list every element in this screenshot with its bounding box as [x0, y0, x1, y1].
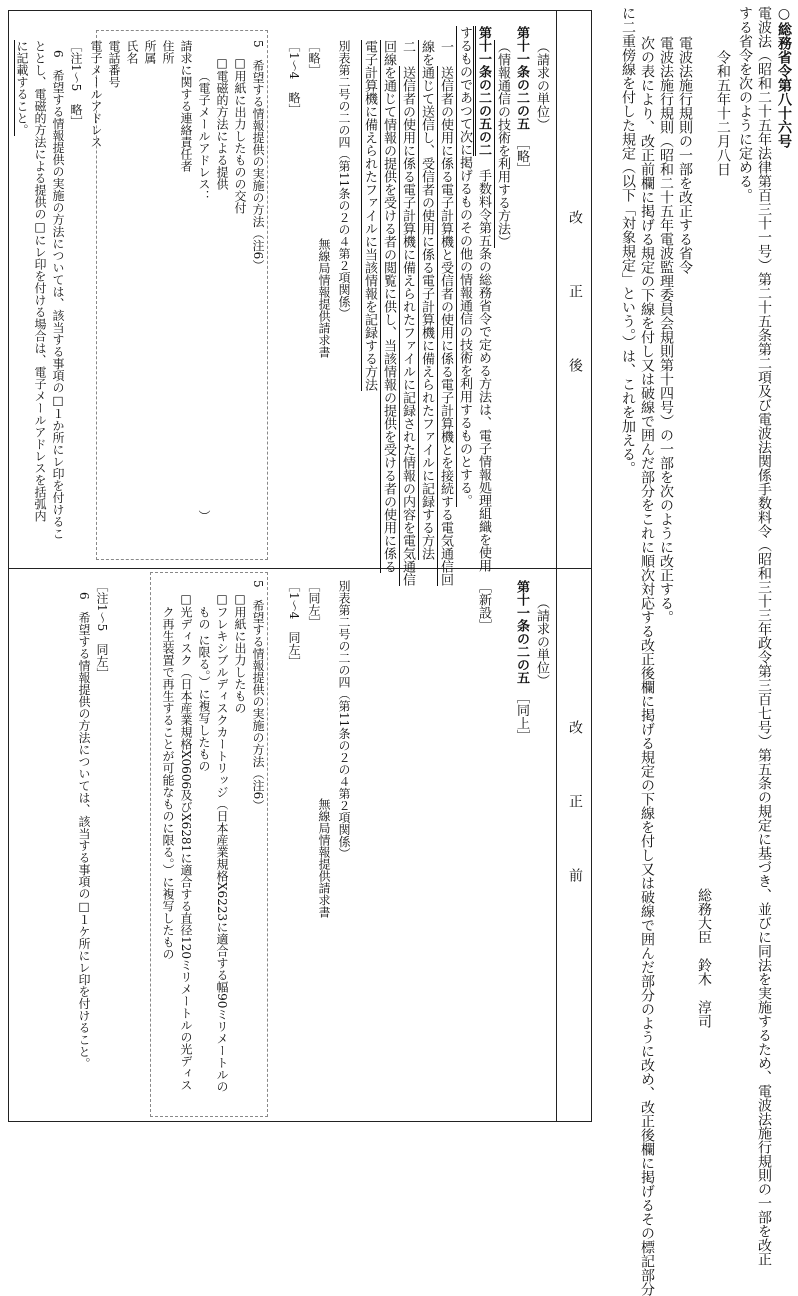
- date: 令和五年十二月八日: [715, 50, 731, 176]
- after-addr: 住所: [161, 40, 175, 64]
- after-item2-a: 送信者の使用に係る電子計算機に備えられたファイルに記録された情報の内容を電気通信: [400, 66, 415, 586]
- after-note6-c: に記載すること。: [15, 40, 29, 136]
- before-table-ref: 別表第二号の二の四（第11条の２の４第２項関係）: [337, 580, 351, 860]
- after-items-1-4: ［1～4 略］: [287, 40, 301, 116]
- after-article-num: 第十一条の二の五: [514, 26, 529, 130]
- preamble-line-1: 電波法（昭和二十五年法律第百三十一号）第二十五条第二項及び電波法関係手数料令（昭和三十三年政令第三百七号）第五条の規定に基づき、並びに同法を実施するため、電波法施行規則の一部を改正: [756, 6, 772, 1266]
- before-unit-caption: （請求の単位）: [534, 596, 549, 687]
- preamble-line-3: 電波法施行規則（昭和二十五年電波監理委員会規則第十四号）の一部を次のように改正する。: [658, 36, 674, 624]
- after-item1-cont: 線を通じて送信し、受信者の使用に係る電子計算機に備えられたファイルに記録する方法: [419, 40, 434, 560]
- before-article-num: 第十一条の二の五: [514, 580, 529, 684]
- after-note6-a: 6 希望する情報提供の実施の方法については、該当する事項の□１か所にレ印を付けるこ: [51, 50, 65, 540]
- before-item5: 5 希望する情報提供の実施の方法（注6）: [251, 580, 265, 812]
- after-item5: 5 希望する情報提供の実施の方法（注6）: [251, 40, 265, 272]
- after-article2-text: 手数料令第五条の総務省令で定める方法は、電子情報処理組織を使用: [476, 169, 491, 572]
- before-opt-print: □用紙に出力したもの: [233, 592, 247, 714]
- header-after: 改正後: [567, 210, 583, 432]
- before-opt-disc-cont: ク再生装置で再生することが可能なものに限る。）に複写したもの: [161, 606, 175, 960]
- after-note6-b: ととし、電磁的方法による提供の□にレ印を付ける場合は、電子メールアドレスを括弧内: [33, 40, 47, 522]
- after-article2-num: 第十一条の二の五の二: [476, 26, 491, 156]
- after-omit: ［略］: [307, 40, 321, 76]
- after-item2: [398, 40, 417, 586]
- after-email: 電子メールアドレス: [89, 40, 103, 148]
- after-email-label: （電子メールアドレス：: [197, 70, 211, 202]
- before-article-same: ［同上］: [514, 697, 529, 743]
- before-opt-floppy: □フレキシブルディスクカートリッジ（日本産業規格X6223に適合する幅90ミリメートルの: [215, 592, 229, 1093]
- after-caption-text: （情報通信の技術を利用する方法）: [495, 40, 510, 248]
- before-article-title: [512, 580, 531, 743]
- after-item1-a: 送信者の使用に係る電子計算機と受信者の使用に係る電子計算機とを接続する電気通信回: [438, 66, 453, 586]
- after-table-ref: 別表第二号の二の四（第11条の２の４第２項関係）: [337, 40, 351, 320]
- after-item1: [436, 40, 455, 586]
- after-opt-electronic: □電磁的方法による提供: [215, 56, 229, 190]
- after-article2: [474, 26, 493, 572]
- before-form-title: 無線局情報提供請求書: [317, 798, 331, 918]
- after-item1-num: 一: [438, 40, 453, 53]
- header-column-divider: [556, 10, 557, 1122]
- before-opt-disc: □光ディスク（日本産業規格X0606及びX6281に適合する直径120ミリメートルの光ディス: [179, 592, 193, 1092]
- before-same: ［同左］: [307, 580, 321, 628]
- after-item2-cont2: 電子計算機に備えられたファイルに当該情報を記録する方法: [362, 40, 377, 391]
- before-new: ［新設］: [476, 580, 491, 632]
- minister-signature: 総務大臣 鈴木 淳司: [696, 888, 712, 1028]
- table-divider: [8, 568, 592, 569]
- after-name: 氏名: [125, 40, 139, 64]
- after-email-close: ）: [197, 510, 211, 522]
- preamble-line-5: に二重傍線を付した規定（以下「対象規定」という。）は、これを加える。: [620, 6, 636, 475]
- after-form-title: 無線局情報提供請求書: [317, 238, 331, 358]
- preamble-line-4: 次の表により、改正前欄に掲げる規定の下線を付し又は破線で囲んだ部分をこれに順次対応する改正後欄に掲げる規定の下線を付し又は破線で囲んだ部分のように改め、改正後欄に掲げるその標記部分: [639, 36, 655, 1296]
- after-tel: 電話番号: [107, 40, 121, 88]
- after-item2-num: 二: [400, 40, 415, 53]
- before-notes-1-5: ［注1～5 同左］: [95, 580, 109, 680]
- ordinance-title: ○総務省令第八十六号: [776, 6, 792, 148]
- ordinance-name: 電波法施行規則の一部を改正する省令: [677, 36, 693, 274]
- after-unit-caption: （請求の単位）: [534, 40, 549, 131]
- after-contact: 請求に関する連絡責任者: [179, 40, 193, 172]
- before-note6: 6 希望する情報提供の方法については、該当する事項の□１ケ所にレ印を付けること。: [77, 592, 91, 1070]
- after-method-caption: [493, 40, 512, 248]
- before-opt-floppy-cont: もの に限る。）に複写したもの: [197, 606, 211, 772]
- after-notes-1-5: ［注1～5 略］: [69, 40, 83, 128]
- after-opt-print: □用紙に出力したものの交付: [233, 56, 247, 214]
- after-dept: 所属: [143, 40, 157, 64]
- after-article-omit: ［略］: [514, 143, 529, 176]
- after-item2-cont: 回線を通じて情報の提供を受ける者の閲覧に供し、当該情報の提供を受ける者の使用に係る: [381, 40, 396, 573]
- header-before: 改正前: [567, 720, 583, 942]
- before-items-1-4: ［1～4 同左］: [287, 580, 301, 668]
- after-article-title: [512, 26, 531, 176]
- after-article2-cont: するものであつて次に掲げるものその他の情報通信の技術を利用するものとする。: [457, 26, 472, 507]
- preamble-line-2: する省令を次のように定める。: [737, 6, 753, 202]
